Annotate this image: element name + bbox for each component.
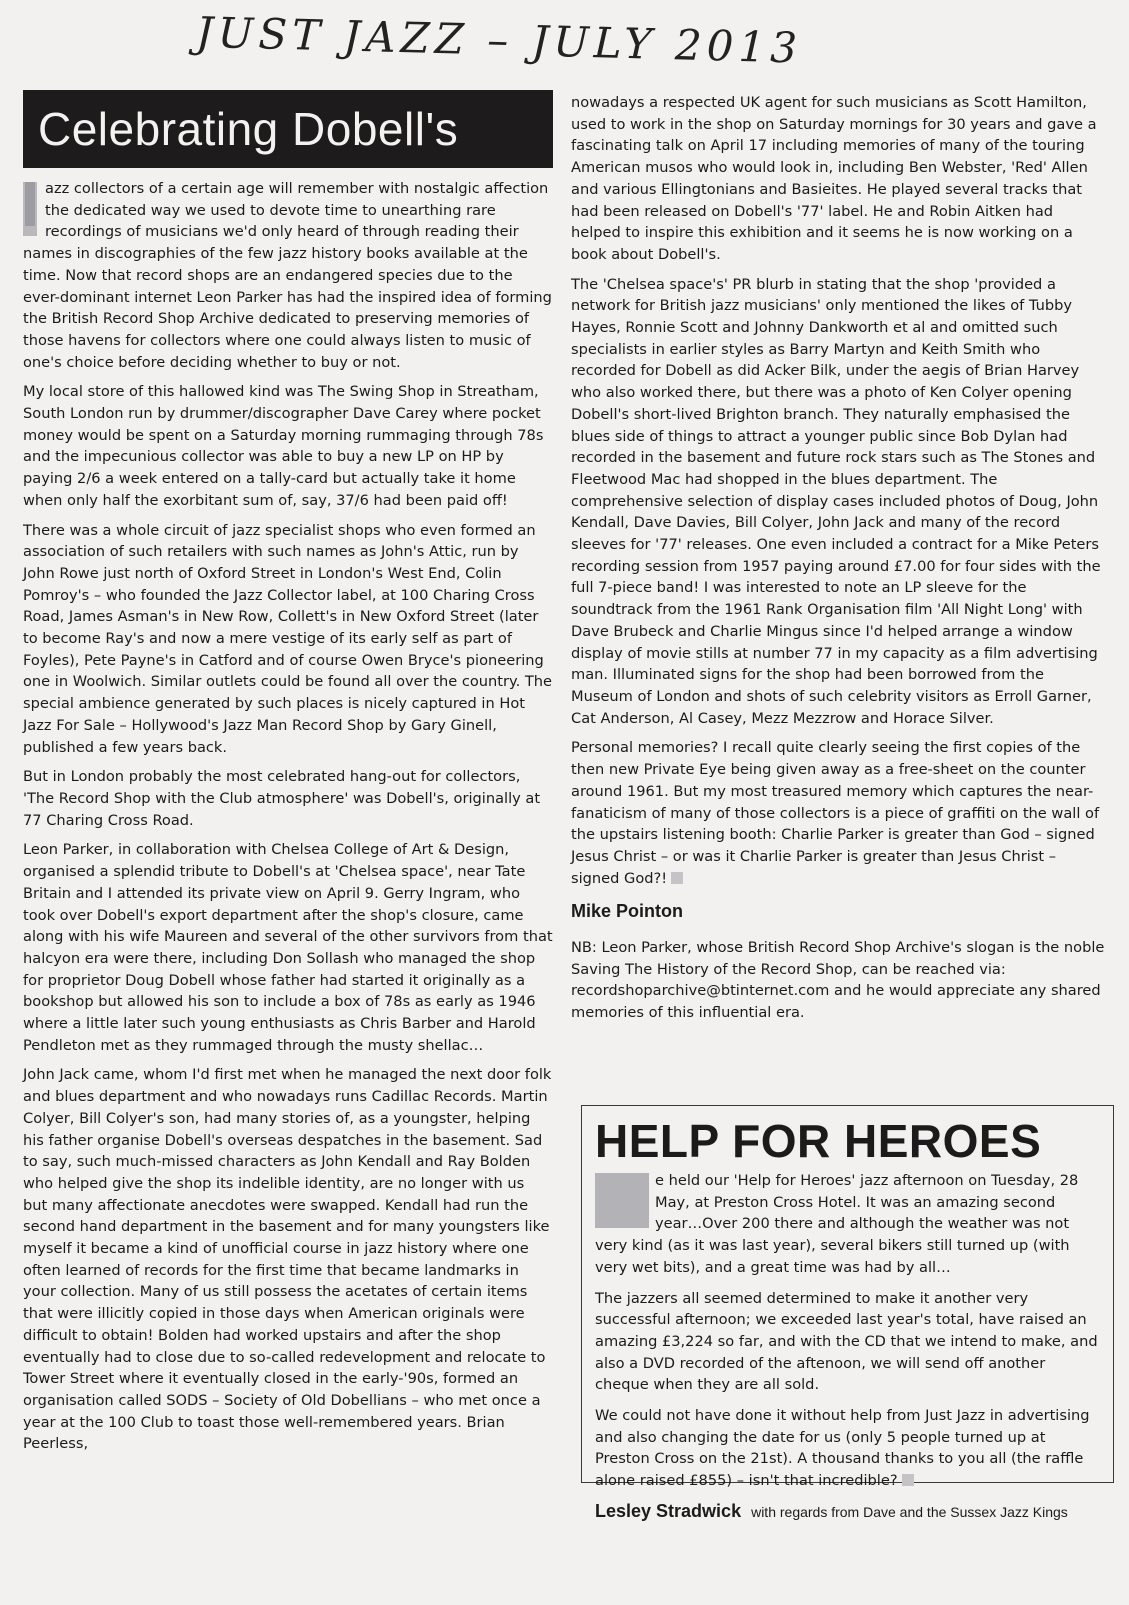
- help-for-heroes-paragraph: e held our 'Help for Heroes' jazz afternoon on Tuesday, 28 May, at Preston Cross Hotel. It was an amazing second year…Over 200 there and although the weather was not very kind (as it was last year), several bikers still turned up (with very wet bits), and a great time was had by all…: [595, 1172, 1079, 1276]
- help-for-heroes-signature: [595, 1501, 1100, 1524]
- article-nb: NB: Leon Parker, whose British Record Shop Archive's slogan is the noble Saving The History of the Record Shop, can be reached via: recordshoparchive@btinternet.com and he would appreciate any shared memories of this influential era.: [571, 939, 1105, 1022]
- article-paragraph: Personal memories? I recall quite clearly seeing the first copies of the then new Private Eye being given away as a free-sheet on the counter around 1961. But my most treasured memory which captures the near-fanaticism of many of those collectors is a piece of graffiti on the wall of the upstairs listening booth: Charlie Parker is greater than God – signed Jesus Christ – or was it Charlie Parker is greater than Jesus Christ – signed God?!: [571, 739, 1100, 887]
- handwritten-note: JUST JAZZ – JULY 2013: [195, 7, 803, 73]
- help-for-heroes-paragraph: The jazzers all seemed determined to make it another very successful afternoon; we exceeded last year's total, have raised an amazing £3,224 so far, and with the CD that we intend to make, and also a DVD recorded of the aftenoon, we will send off another cheque when they are all sold.: [595, 1289, 1098, 1394]
- article-paragraph: Leon Parker, in collaboration with Chelsea College of Art & Design, organised a splendid tribute to Dobell's at 'Chelsea space', near Tate Britain and I attended its private view on April 9. Gerry Ingram, who took over Dobell's export department after the shop's closure, came along with his wife Maureen and several of the other survivors from that halcyon era were there, including Don Sollash who managed the shop for proprietor Doug Dobell whose father had started it originally as a bookshop but allowed his son to include a box of 78s as early as 1946 where a little later such young enthusiasts as Chris Barber and Harold Pendleton met as they rummaged through the musty shellac…: [23, 841, 553, 1054]
- end-mark-icon: [902, 1474, 914, 1486]
- help-for-heroes-title: HELP FOR HEROES: [595, 1115, 1042, 1167]
- article-paragraph: nowadays a respected UK agent for such musicians as Scott Hamilton, used to work in the shop on Saturday mornings for 30 years and gave a fascinating talk on April 17 including memories of many of the touring American musos who would look in, including Ben Webster, 'Red' Allen and various Ellingtonians and Basieites. He played several tracks that had been released on Dobell's '77' label. He and Robin Aitken had helped to inspire this exhibition and it seems he is now working on a book about Dobell's.: [571, 94, 1097, 263]
- article-paragraph: But in London probably the most celebrated hang-out for collectors, 'The Record Shop with the Club atmosphere' was Dobell's, originally at 77 Charing Cross Road.: [23, 768, 541, 829]
- article-paragraph: azz collectors of a certain age will remember with nostalgic affection the dedicated way we used to devote time to unearthing rare recordings of musicians we'd only heard of through reading their names in discographies of the few jazz history books available at the time. Now that record shops are an endangered species due to the ever-dominant internet Leon Parker has had the inspired idea of forming the British Record Shop Archive dedicated to preserving memories of those havens for collectors where one could always listen to music of one's choice before deciding whether to buy or not.: [23, 180, 552, 371]
- article-paragraph: John Jack came, whom I'd first met when he managed the next door folk and blues department and who nowadays runs Cadillac Records. Martin Colyer, Bill Colyer's son, had many stories of, as a youngster, helping his father organise Dobell's overseas despatches in the basement. Sad to say, such much-missed characters as John Kendall and Ray Bolden who helped give the shop its indelible identity, are no longer with us but many affectionate anecdotes were swapped. Kendall had run the second hand department in the basement and for many youngsters like myself it became a kind of unofficial course in jazz history where one often learned of records for the first time that became landmarks in your collection. Many of us still possess the acetates of certain items that were illicitly copied in those days when American originals were difficult to obtain! Bolden had worked upstairs and after the shop eventually had to close due to so-called redevelopment and relocate to Tower Street where it eventually closed in the early-'90s, formed an organisation called SODS – Society of Old Dobellians – who met once a year at the 100 Club to toast those well-remembered years. Brian Peerless,: [23, 1066, 552, 1453]
- article-author: Mike Pointon: [571, 901, 683, 922]
- article-title: Celebrating Dobell's: [23, 90, 553, 168]
- dropcap-j-icon: [23, 182, 37, 236]
- help-for-heroes-box: [581, 1105, 1114, 1521]
- signature-regards: with regards from Dave and the Sussex Jazz Kings: [751, 1503, 1068, 1520]
- article-paragraph: The 'Chelsea space's' PR blurb in stating that the shop 'provided a network for British jazz musicians' only mentioned the likes of Tubby Hayes, Ronnie Scott and Johnny Dankworth et al and omitted such specialists in earlier styles as Barry Martyn and Keith Smith who recorded for Dobell as did Acker Bilk, under the aegis of Brian Harvey who also worked there, but there was a photo of Ken Colyer opening Dobell's short-lived Brighton branch. They naturally emphasised the blues side of things to attract a younger public since Bob Dylan had recorded in the basement and future rock stars such as The Stones and Fleetwood Mac had shopped in the blues department. The comprehensive selection of display cases included photos of Doug, John Kendall, Dave Davies, Bill Colyer, John Jack and many of the record sleeves for '77' releases. One even included a contract for a Mike Peters recording session from 1957 paying around £7.00 for four sides with the full 7-piece band! I was interested to note an LP sleeve for the soundtrack from the 1961 Rank Organisation film 'All Night Long' with Dave Brubeck and Charlie Mingus since I'd helped arrange a window display of movie stills at number 77 in my capacity as a film advertising man. Illuminated signs for the shop had been borrowed from the Museum of London and shots of such celebrity visitors as Erroll Garner, Cat Anderson, Al Casey, Mezz Mezzrow and Horace Silver.: [571, 275, 1101, 727]
- signature-name: Lesley Stradwick: [595, 1500, 742, 1521]
- dropcap-w-icon: [595, 1173, 649, 1228]
- article-paragraph: There was a whole circuit of jazz specialist shops who even formed an association of such retailers with such names as John's Attic, run by John Rowe just north of Oxford Street in London's West End, Colin Pomroy's – who founded the Jazz Collector label, at 100 Charing Cross Road, James Asman's in New Row, Collett's in New Oxford Street (later to become Ray's and now a mere vestige of its early self as part of Foyles), Pete Payne's in Catford and of course Owen Bryce's pioneering one in Woolwich. Similar outlets could be found all over the country. The special ambience generated by such places is nicely captured in Hot Jazz For Sale – Hollywood's Jazz Man Record Shop by Gary Ginell, published a few years back.: [23, 521, 553, 756]
- article-right-column: [571, 92, 1107, 1032]
- article-left-column: [23, 90, 553, 1463]
- end-mark-icon: [671, 872, 683, 884]
- article-paragraph: My local store of this hallowed kind was The Swing Shop in Streatham, South London run by drummer/discographer Dave Carey where pocket money would be spent on a Saturday morning rummaging through 78s and the impecunious collector was able to buy a new LP on HP by paying 2/6 a week entered on a tally-card but actually take it home when only half the exorbitant sum of, say, 37/6 had been paid off!: [23, 383, 544, 509]
- help-for-heroes-paragraph: We could not have done it without help from Just Jazz in advertising and also changing the date for us (only 5 people turned up at Preston Cross on the 21st). A thousand thanks to you all (the raffle alone raised £855) – isn't that incredible?: [595, 1407, 1090, 1490]
